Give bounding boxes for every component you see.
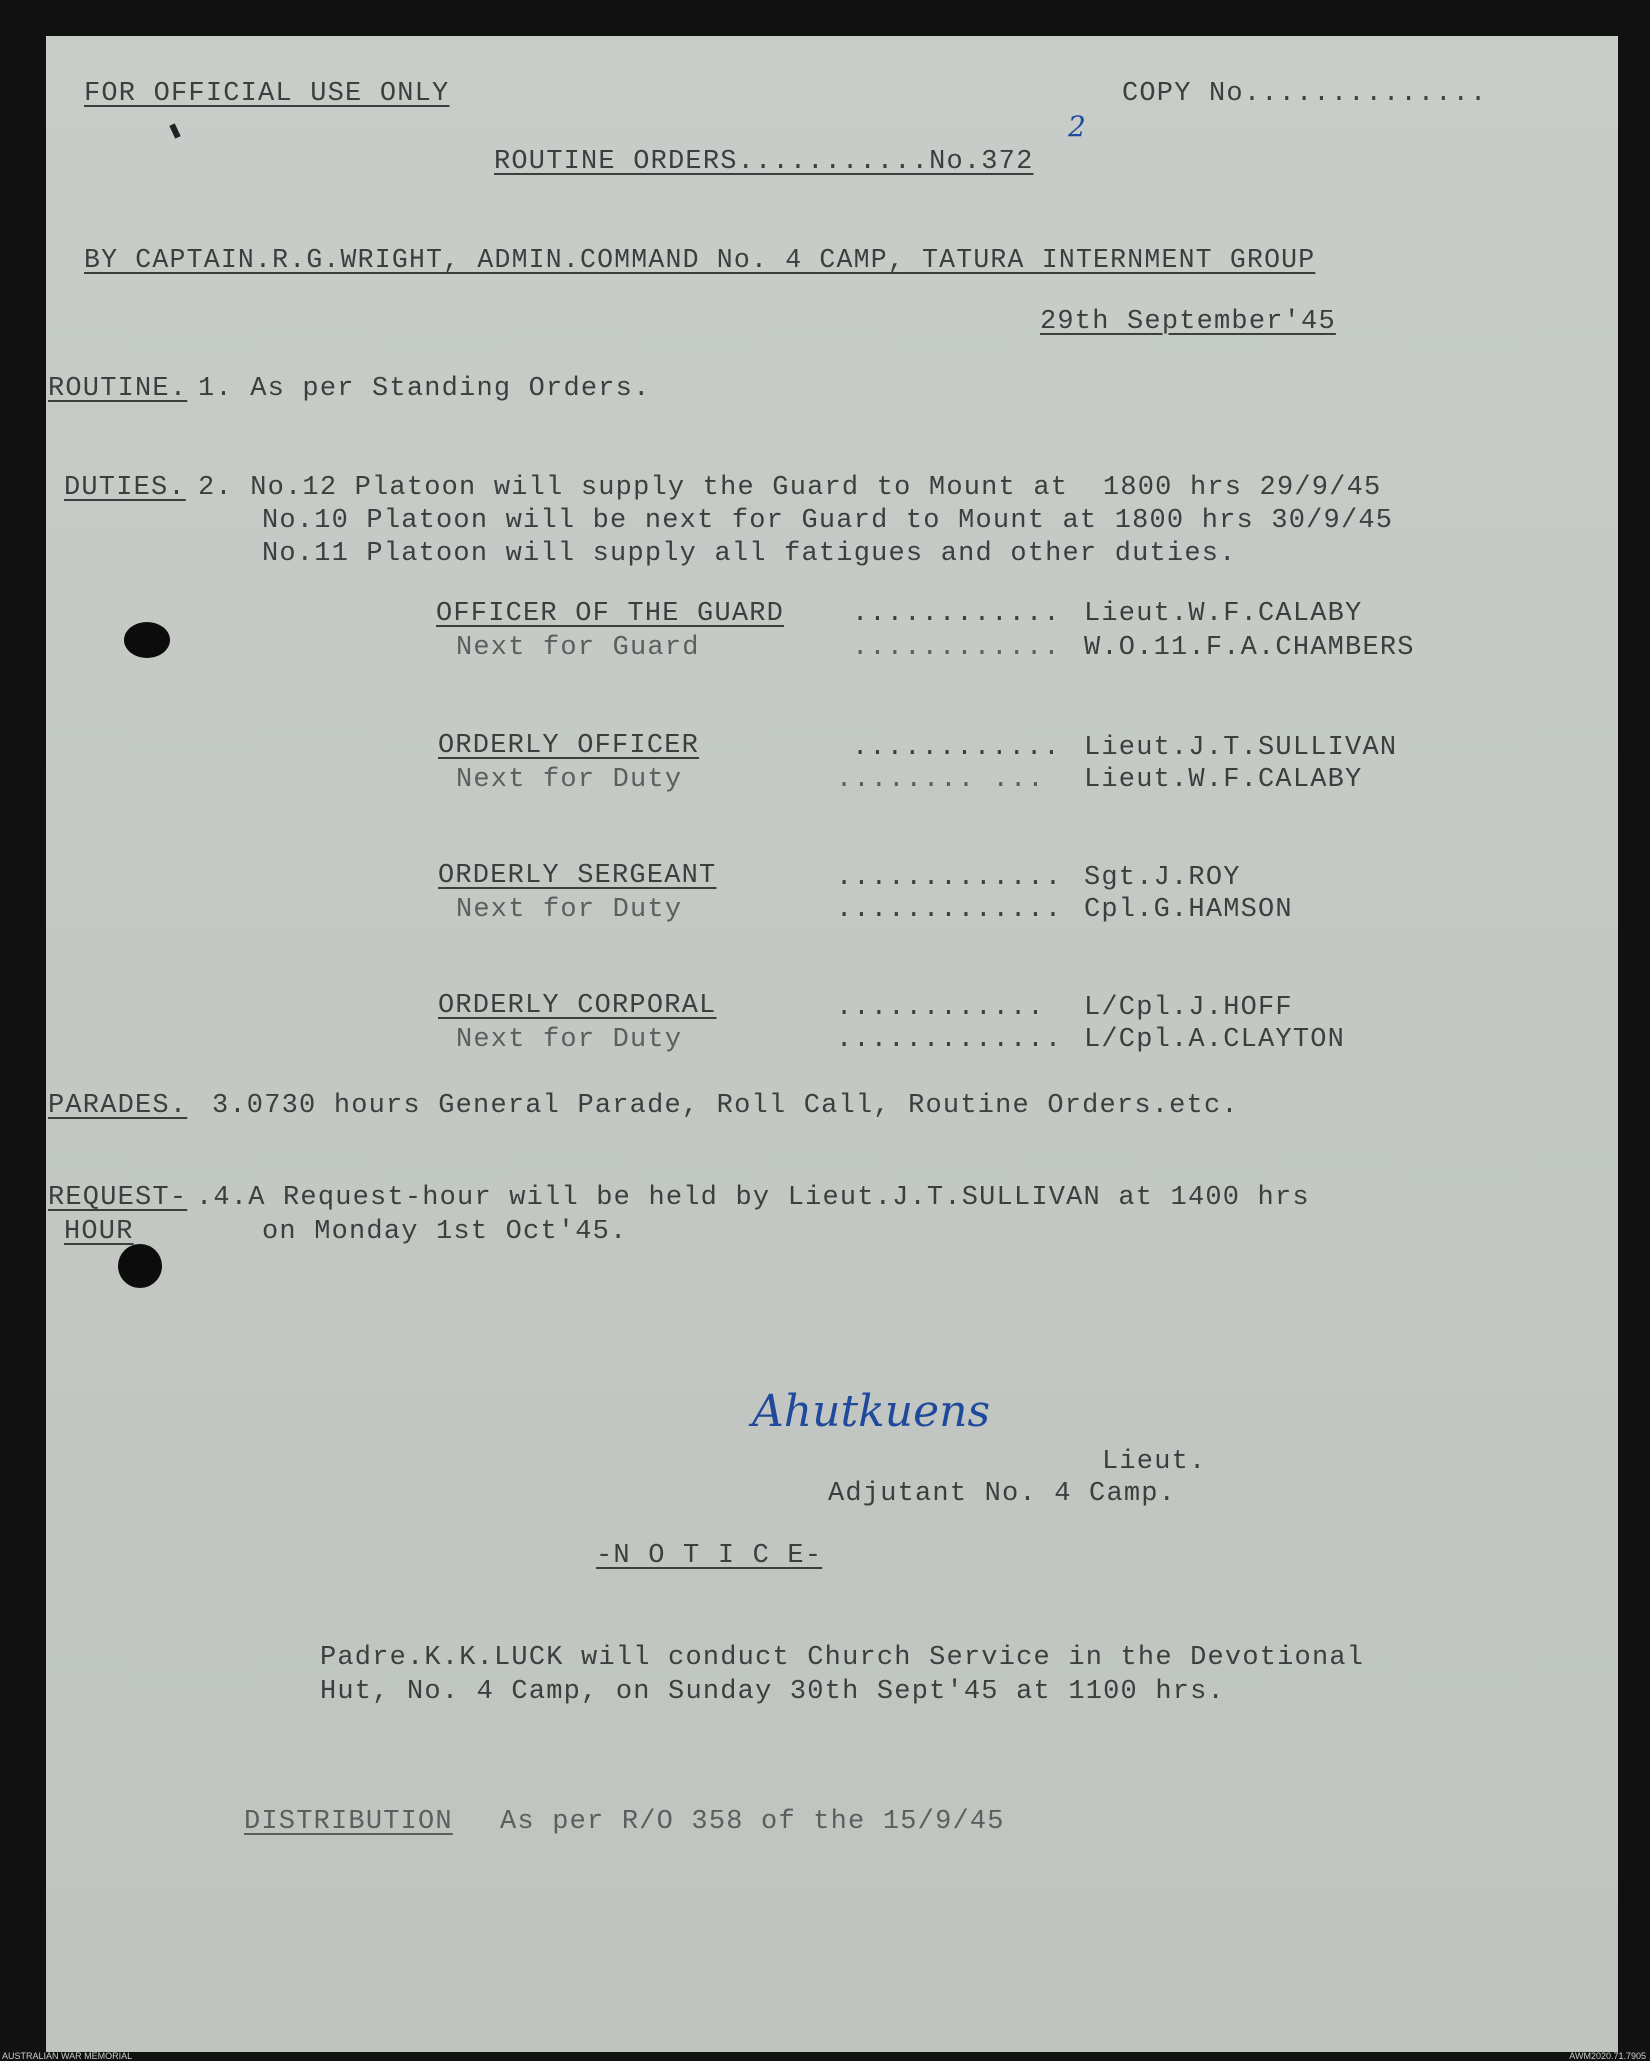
punch-hole xyxy=(118,1244,162,1288)
signatory-role: Adjutant No. 4 Camp. xyxy=(828,1479,1177,1509)
roster-name: L/Cpl.J.HOFF xyxy=(1084,993,1293,1023)
signature: Ahutkuens xyxy=(752,1386,991,1437)
request-heading: REQUEST- xyxy=(48,1183,188,1213)
roster-name: Sgt.J.ROY xyxy=(1084,863,1241,893)
roster-dots: ............ xyxy=(852,733,1061,763)
order-date: 29th September'45 xyxy=(1040,307,1336,337)
notice-heading: -N O T I C E- xyxy=(596,1541,823,1571)
roster-title: OFFICER OF THE GUARD xyxy=(436,599,785,629)
routine-heading: ROUTINE. xyxy=(48,374,188,404)
distribution-heading: DISTRIBUTION xyxy=(244,1807,453,1837)
copy-number: COPY No.............. xyxy=(1122,79,1488,109)
roster-next-dots: ............. xyxy=(836,895,1063,925)
roster-dots: ............ xyxy=(836,993,1045,1023)
roster-dots: ............. xyxy=(836,863,1063,893)
document-title: ROUTINE ORDERS...........No.372 xyxy=(494,147,1034,177)
roster-next-name: W.O.11.F.A.CHAMBERS xyxy=(1084,633,1415,663)
roster-next-dots: ............. xyxy=(836,1025,1063,1055)
issuing-authority: BY CAPTAIN.R.G.WRIGHT, ADMIN.COMMAND No. 4 CAMP, TATURA INTERNMENT GROUP xyxy=(84,245,1316,275)
roster-next-label: Next for Duty xyxy=(456,895,683,925)
roster-title: ORDERLY SERGEANT xyxy=(438,861,717,891)
roster-dots: ............ xyxy=(852,599,1061,629)
distribution-text: As per R/O 358 of the 15/9/45 xyxy=(500,1807,1005,1837)
roster-name: Lieut.W.F.CALABY xyxy=(1084,599,1363,629)
notice-line-2: Hut, No. 4 Camp, on Sunday 30th Sept'45 at 1100 hrs. xyxy=(320,1677,1225,1707)
handwritten-copy-number: 2 xyxy=(1068,110,1086,143)
roster-next-name: L/Cpl.A.CLAYTON xyxy=(1084,1025,1346,1055)
duties-line-3: No.11 Platoon will supply all fatigues and other duties. xyxy=(262,539,1237,569)
request-heading-hour: HOUR xyxy=(64,1217,134,1247)
roster-name: Lieut.J.T.SULLIVAN xyxy=(1084,733,1398,763)
parades-heading: PARADES. xyxy=(48,1091,188,1121)
roster-next-label: Next for Guard xyxy=(456,633,700,663)
roster-next-label: Next for Duty xyxy=(456,765,683,795)
request-line-2: on Monday 1st Oct'45. xyxy=(262,1217,628,1247)
punch-hole xyxy=(124,622,170,658)
roster-next-label: Next for Duty xyxy=(456,1025,683,1055)
routine-text: 1. As per Standing Orders. xyxy=(198,374,651,404)
archive-reference: AWM2020.71.7905 xyxy=(1569,2051,1646,2061)
signatory-rank: Lieut. xyxy=(1102,1447,1207,1477)
roster-title: ORDERLY OFFICER xyxy=(438,731,700,761)
roster-next-dots: ............ xyxy=(852,633,1061,663)
roster-next-dots: ........ ... xyxy=(836,765,1045,795)
roster-next-name: Cpl.G.HAMSON xyxy=(1084,895,1293,925)
duties-line-1: 2. No.12 Platoon will supply the Guard to Mount at 1800 hrs 29/9/45 xyxy=(198,473,1382,503)
roster-title: ORDERLY CORPORAL xyxy=(438,991,717,1021)
archive-credit: AUSTRALIAN WAR MEMORIAL xyxy=(2,2051,133,2061)
roster-next-name: Lieut.W.F.CALABY xyxy=(1084,765,1363,795)
duties-line-2: No.10 Platoon will be next for Guard to Mount at 1800 hrs 30/9/45 xyxy=(262,506,1394,536)
document-page xyxy=(46,36,1618,2052)
notice-line-1: Padre.K.K.LUCK will conduct Church Service in the Devotional xyxy=(320,1643,1365,1673)
request-line-1: .4.A Request-hour will be held by Lieut.J.T.SULLIVAN at 1400 hrs xyxy=(196,1183,1310,1213)
duties-heading: DUTIES. xyxy=(64,473,186,503)
classification-label: FOR OFFICIAL USE ONLY xyxy=(84,79,450,109)
parades-text: 3.0730 hours General Parade, Roll Call, Routine Orders.etc. xyxy=(212,1091,1239,1121)
